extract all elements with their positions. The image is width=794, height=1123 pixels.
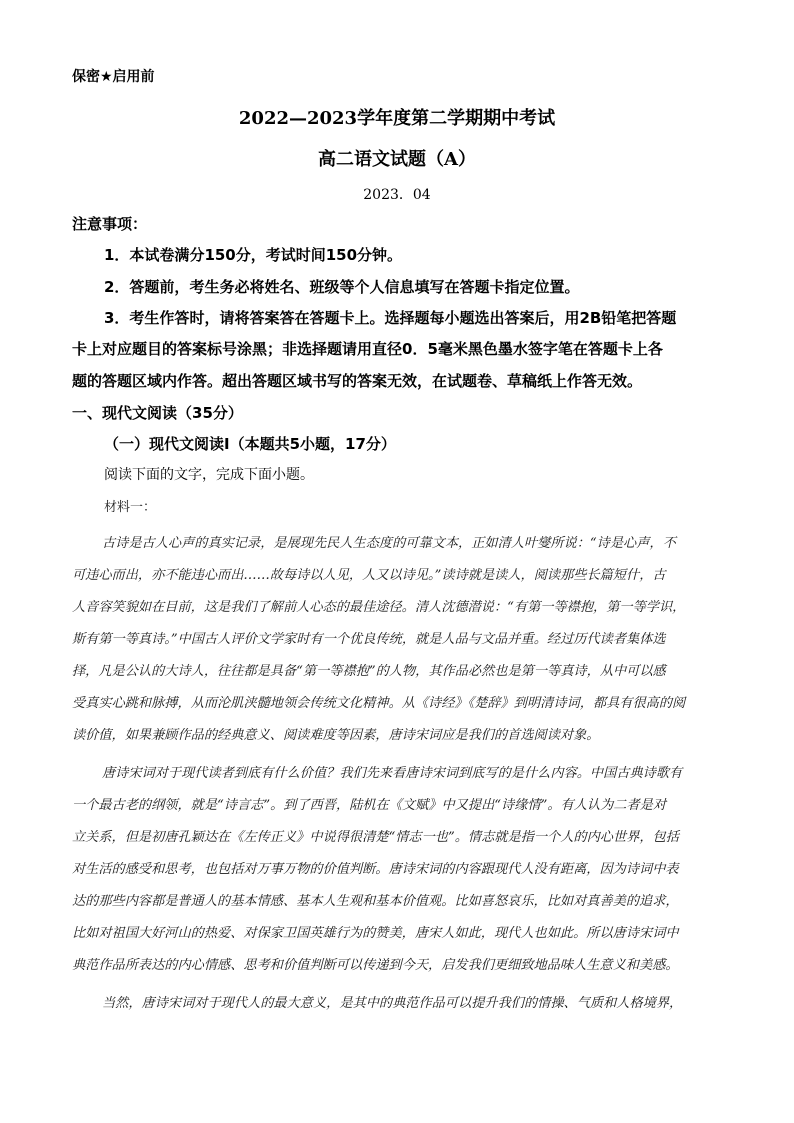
reading-instruction: 阅读下面的文字，完成下面小题。 <box>104 467 314 483</box>
passage-line: 立关系，但是初唐孔颖达在《左传正义》中说得很清楚“情志一也”。情志就是指一个人的内心世界，包括 <box>72 830 679 845</box>
passage-line: 可违心而出，亦不能违心而出……故每诗以人见，人又以诗见。”读诗就是读人，阅读那些长篇短什，古 <box>72 568 666 583</box>
note-line: 2．答题前，考生务必将姓名、班级等个人信息填写在答题卡指定位置。 <box>104 278 580 296</box>
section-heading: 一、现代文阅读（35分） <box>72 404 243 422</box>
note-line: 题的答题区域内作答。超出答题区域书写的答案无效，在试题卷、草稿纸上作答无效。 <box>72 372 643 390</box>
confidential-mark: 保密★启用前 <box>72 69 155 85</box>
note-line: 3．考生作答时，请将答案答在答题卡上。选择题每小题选出答案后，用2B铅笔把答题 <box>104 309 677 327</box>
passage-line: 古诗是古人心声的真实记录，是展现先民人生态度的可靠文本，正如清人叶燮所说：“诗是心声，不 <box>102 536 676 551</box>
notes-heading: 注意事项： <box>72 215 148 233</box>
passage-line: 当然，唐诗宋词对于现代人的最大意义，是其中的典范作品可以提升我们的情操、气质和人格境界， <box>102 996 683 1011</box>
passage-line: 唐诗宋词对于现代读者到底有什么价值？我们先来看唐诗宋词到底写的是什么内容。中国古典诗歌有 <box>102 766 683 781</box>
material-label: 材料一： <box>104 500 157 515</box>
passage-line: 典范作品所表达的内心情感、思考和价值判断可以传递到今天，启发我们更细致地品味人生意义和美感。 <box>72 958 679 973</box>
passage-line: 斯有第一等真诗。”中国古人评价文学家时有一个优良传统，就是人品与文品并重。经过历代读者集体选 <box>72 632 666 647</box>
passage-line: 一个最古老的纲领，就是“诗言志”。到了西晋，陆机在《文赋》中又提出“诗缘情”。有人认为二者是对 <box>72 798 667 813</box>
passage-line: 读价值，如果兼顾作品的经典意义、阅读难度等因素，唐诗宋词应是我们的首选阅读对象。 <box>72 728 600 743</box>
exam-date: 2023．04 <box>363 187 431 203</box>
passage-line: 对生活的感受和思考，也包括对万事万物的价值判断。唐诗宋词的内容跟现代人没有距离，因为诗词中表 <box>72 862 679 877</box>
exam-title: 2022—2023学年度第二学期期中考试 <box>238 108 556 129</box>
passage-line: 达的那些内容都是普通人的基本情感、基本人生观和基本价值观。比如喜怒哀乐，比如对真善美的追求， <box>72 894 679 909</box>
subsection-heading: （一）现代文阅读Ⅰ（本题共5小题，17分） <box>104 435 396 453</box>
passage-line: 受真实心跳和脉搏，从而沦肌浃髓地领会传统文化精神。从《诗经》《楚辞》到明清诗词，都具有很高的阅 <box>72 696 686 711</box>
note-line: 1．本试卷满分150分，考试时间150分钟。 <box>104 246 403 264</box>
note-line: 卡上对应题目的答案标号涂黑；非选择题请用直径0．5毫米黑色墨水签字笔在答题卡上各 <box>72 340 663 358</box>
passage-line: 人音容笑貌如在目前，这是我们了解前人心态的最佳途径。清人沈德潜说：“有第一等襟抱，第一等学识， <box>72 600 686 615</box>
passage-line: 择，凡是公认的大诗人，往往都是具备“第一等襟抱”的人物，其作品必然也是第一等真诗，从中可以感 <box>72 664 666 679</box>
exam-subtitle: 高二语文试题（A） <box>318 149 476 170</box>
passage-line: 比如对祖国大好河山的热爱、对保家卫国英雄行为的赞美，唐宋人如此，现代人也如此。所以唐诗宋词中 <box>72 926 679 941</box>
